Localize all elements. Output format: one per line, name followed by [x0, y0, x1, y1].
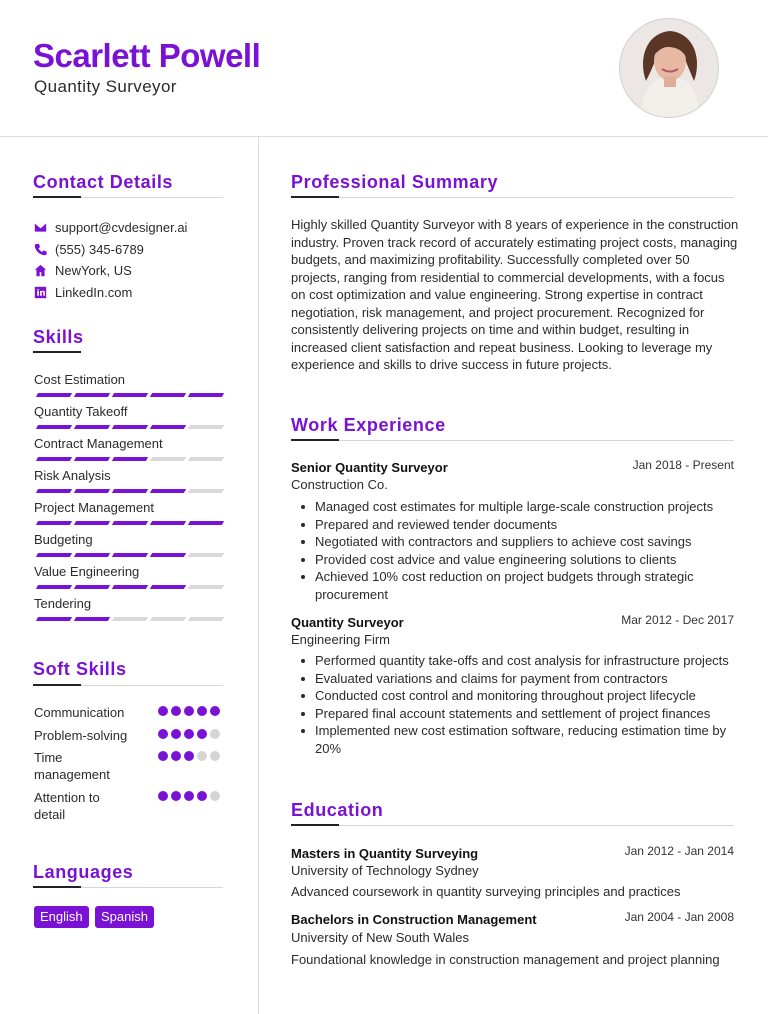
skill-level-segment	[74, 521, 110, 525]
skill-label: Budgeting	[34, 532, 93, 547]
soft-skill-rating	[158, 751, 220, 761]
skill-level-segment	[36, 585, 72, 589]
soft-skill-label: Communication	[34, 705, 125, 720]
job-role: Quantity Surveyor	[291, 615, 404, 630]
skill-level-segment	[188, 489, 224, 493]
phone-icon	[33, 243, 47, 257]
degree: Masters in Quantity Surveying	[291, 846, 479, 861]
rating-dot	[171, 791, 181, 801]
skill-level-segment	[150, 393, 186, 397]
skill-level-segment	[112, 489, 148, 493]
skill-level-bar	[34, 617, 222, 621]
soft-skills-rule	[33, 685, 223, 686]
work-heading: Work Experience	[291, 415, 446, 435]
skills-heading: Skills	[33, 327, 84, 347]
rating-dot	[158, 729, 168, 739]
contact-email[interactable]	[33, 220, 187, 235]
skill-level-segment	[188, 425, 224, 429]
contact-phone[interactable]	[33, 242, 144, 257]
skill-label: Cost Estimation	[34, 372, 126, 387]
list-item: Conducted cost control and monitoring throughout project lifecycle	[291, 687, 739, 705]
rating-dot	[184, 791, 194, 801]
skill-level-segment	[112, 521, 148, 525]
contact-phone-text: (555) 345-6789	[55, 242, 144, 257]
soft-skills-heading: Soft Skills	[33, 659, 127, 679]
rating-dot	[210, 751, 220, 761]
email-icon	[33, 221, 47, 235]
list-item: Managed cost estimates for multiple large-scale construction projects	[291, 498, 739, 516]
education-heading: Education	[291, 800, 384, 820]
column-divider	[258, 137, 259, 1014]
job-date: Jan 2018 - Present	[632, 458, 734, 472]
skill-level-segment	[74, 617, 110, 621]
skill-level-segment	[188, 521, 224, 525]
skill-level-segment	[74, 585, 110, 589]
skill-level-segment	[74, 393, 110, 397]
avatar	[619, 18, 719, 118]
soft-skill-label: Time management	[34, 750, 110, 782]
work-rule	[291, 440, 734, 441]
rating-dot	[158, 751, 168, 761]
soft-skill-label: Problem-solving	[34, 728, 128, 743]
skill-level-segment	[188, 457, 224, 461]
education-rule	[291, 825, 734, 826]
resume-header	[0, 0, 768, 137]
education-date: Jan 2012 - Jan 2014	[624, 844, 734, 858]
list-item: Performed quantity take-offs and cost analysis for infrastructure projects	[291, 652, 739, 670]
skill-level-segment	[112, 553, 148, 557]
education-date: Jan 2004 - Jan 2008	[624, 910, 734, 924]
contact-linkedin-text: LinkedIn.com	[55, 285, 133, 300]
skill-level-segment	[188, 617, 224, 621]
skill-level-segment	[150, 553, 186, 557]
skill-level-segment	[74, 489, 110, 493]
skill-level-segment	[150, 521, 186, 525]
skill-level-segment	[150, 617, 186, 621]
skill-level-bar	[34, 489, 222, 493]
rating-dot	[158, 706, 168, 716]
skill-label: Project Management	[34, 500, 154, 515]
language-tag: English	[34, 906, 89, 928]
soft-skill-rating	[158, 706, 220, 716]
skill-level-segment	[150, 425, 186, 429]
job-role: Senior Quantity Surveyor	[291, 460, 448, 475]
summary-rule	[291, 197, 734, 198]
skill-level-segment	[150, 457, 186, 461]
school: University of Technology Sydney	[291, 863, 479, 878]
summary-heading: Professional Summary	[291, 172, 499, 192]
skill-level-bar	[34, 521, 222, 525]
skill-level-bar	[34, 425, 222, 429]
skill-level-bar	[34, 585, 222, 589]
languages-heading: Languages	[33, 862, 134, 882]
skill-level-segment	[36, 521, 72, 525]
profile-photo	[620, 19, 719, 118]
skill-level-segment	[112, 585, 148, 589]
rating-dot	[184, 751, 194, 761]
skill-label: Value Engineering	[34, 564, 140, 579]
rating-dot	[171, 729, 181, 739]
skill-level-segment	[188, 585, 224, 589]
rating-dot	[171, 706, 181, 716]
contact-location-text: NewYork, US	[55, 263, 132, 278]
soft-skill-rating	[158, 791, 220, 801]
skill-level-segment	[36, 457, 72, 461]
skill-level-segment	[188, 553, 224, 557]
skill-level-segment	[150, 585, 186, 589]
education-desc: Foundational knowledge in construction management and project planning	[291, 952, 720, 967]
rating-dot	[197, 751, 207, 761]
skill-label: Risk Analysis	[34, 468, 111, 483]
job-date: Mar 2012 - Dec 2017	[621, 613, 734, 627]
skill-label: Quantity Takeoff	[34, 404, 128, 419]
home-icon	[33, 264, 47, 278]
list-item: Negotiated with contractors and suppliers to achieve cost savings	[291, 533, 739, 551]
skill-level-segment	[36, 425, 72, 429]
skill-level-segment	[188, 393, 224, 397]
rating-dot	[197, 791, 207, 801]
languages-rule	[33, 887, 223, 888]
education-desc: Advanced coursework in quantity surveying principles and practices	[291, 884, 681, 899]
rating-dot	[158, 791, 168, 801]
rating-dot	[184, 706, 194, 716]
rating-dot	[210, 729, 220, 739]
job-company: Engineering Firm	[291, 632, 390, 647]
degree: Bachelors in Construction Management	[291, 912, 537, 927]
contact-email-text: support@cvdesigner.ai	[55, 220, 188, 235]
rating-dot	[197, 706, 207, 716]
contact-rule	[33, 197, 223, 198]
job-bullets	[291, 652, 739, 757]
skill-level-segment	[36, 489, 72, 493]
skill-level-segment	[112, 393, 148, 397]
skill-level-segment	[112, 457, 148, 461]
list-item: Evaluated variations and claims for payment from contractors	[291, 670, 739, 688]
summary-text: Highly skilled Quantity Surveyor with 8 years of experience in the construction industry. Proven track record of accurately estimating project costs, managing budgets, and maximizing profitability. Successfully completed over 50 projects, ranging from residential to commercial developments, with a focus on cost optimization and value engineering. Strong expertise in contract negotiation, risk management, and project procurement. Recognized for consistently delivering projects on time and within budget, resulting in increased client satisfaction and repeat business. Looking to leverage my experience and skills to drive success in future projects.	[291, 217, 739, 372]
skill-level-segment	[150, 489, 186, 493]
job-bullets	[291, 498, 739, 603]
candidate-title: Quantity Surveyor	[34, 77, 177, 96]
linkedin-icon	[33, 286, 47, 300]
skills-rule	[33, 352, 223, 353]
skill-level-bar	[34, 457, 222, 461]
soft-skill-rating	[158, 729, 220, 739]
skill-level-segment	[74, 425, 110, 429]
rating-dot	[210, 791, 220, 801]
language-tag: Spanish	[95, 906, 154, 928]
school: University of New South Wales	[291, 930, 469, 945]
candidate-name: Scarlett Powell	[33, 37, 261, 74]
list-item: Prepared final account statements and settlement of project finances	[291, 705, 739, 723]
skill-level-bar	[34, 553, 222, 557]
rating-dot	[184, 729, 194, 739]
list-item: Provided cost advice and value engineering solutions to clients	[291, 551, 739, 569]
skill-label: Tendering	[34, 596, 92, 611]
job-company: Construction Co.	[291, 477, 388, 492]
rating-dot	[171, 751, 181, 761]
skill-level-segment	[36, 553, 72, 557]
skill-level-segment	[112, 425, 148, 429]
rating-dot	[197, 729, 207, 739]
contact-linkedin[interactable]	[33, 285, 132, 300]
soft-skill-label: Attention to detail	[34, 790, 100, 822]
skill-level-segment	[36, 393, 72, 397]
skill-level-segment	[112, 617, 148, 621]
contact-heading: Contact Details	[33, 172, 174, 192]
skill-level-segment	[74, 457, 110, 461]
contact-location	[33, 263, 132, 278]
list-item: Prepared and reviewed tender documents	[291, 516, 739, 534]
skill-level-bar	[34, 393, 222, 397]
skill-label: Contract Management	[34, 436, 163, 451]
rating-dot	[210, 706, 220, 716]
skill-level-segment	[74, 553, 110, 557]
skill-level-segment	[36, 617, 72, 621]
list-item: Implemented new cost estimation software, reducing estimation time by 20%	[291, 722, 739, 757]
list-item: Achieved 10% cost reduction on project budgets through strategic procurement	[291, 568, 739, 603]
